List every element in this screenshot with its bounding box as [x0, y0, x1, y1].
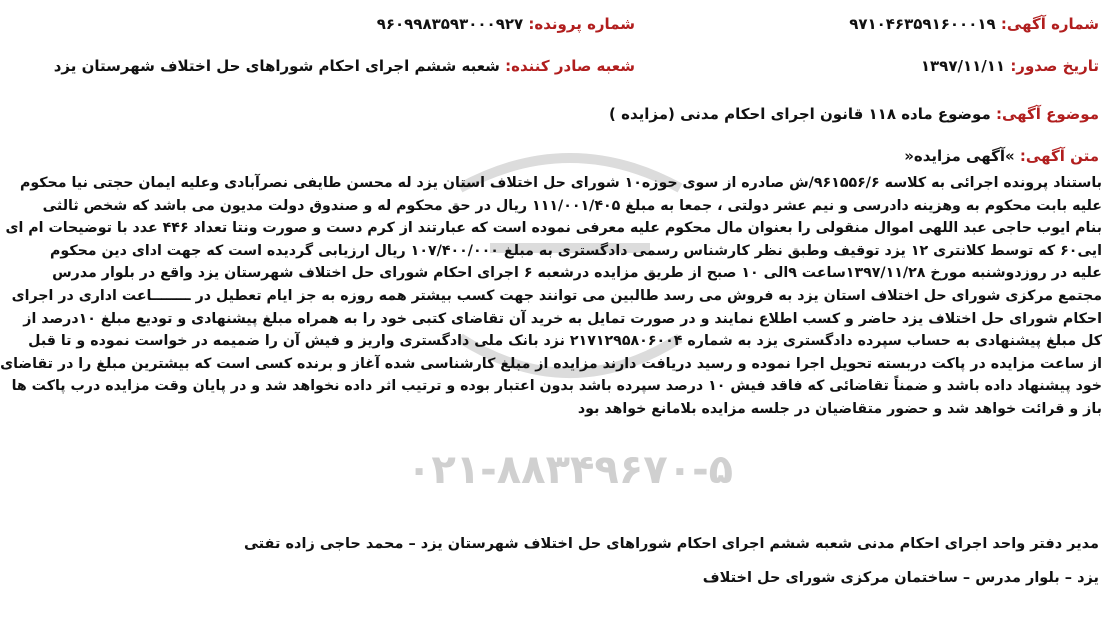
issue-date-label: تاریخ صدور: [1010, 57, 1099, 75]
issue-date-value: ۱۳۹۷/۱۱/۱۱ [920, 57, 1006, 75]
ad-text-title: »آگهی مزایده« [904, 147, 1015, 165]
body-line: علیه بابت محکوم به وهزینه دادرسی و نیم عشر دولتی ، جمعا به مبلغ ۱۱۱/۰۰۱/۴۰۵ ریال در حق محکوم له و صندوق دولت مدیون می باشد که شخص ثالثی [42, 197, 1102, 214]
body-line: بنام ایوب حاجی عبد اللهی اموال منقولی را بعنوان مال محکوم علیه معرفی نموده است که عبارتند از کرم دست و صورت ونتا تعداد ۴۴۶ عدد با توضیحات ام ای [5, 220, 1102, 237]
ad-text-heading [904, 146, 1099, 166]
body-line: علیه در روزدوشنبه مورخ ۱۳۹۷/۱۱/۲۸ساعت ۹الی ۱۰ صبح از طریق مزایده درشعبه ۶ اجرای احکام شورای حل اختلاف شهرستان یزد واقع در بلوار مدرس [52, 265, 1102, 282]
signer-line: مدیر دفتر واحد اجرای احکام مدنی شعبه ششم اجرای احکام شوراهای حل اختلاف شهرستان یزد – محمد حاجی زاده تفتی [243, 536, 1099, 552]
body-line: کل مبلغ پیشنهادی به حساب سپرده دادگستری یزد به شماره ۲۱۷۱۲۹۵۸۰۶۰۰۴ نزد بانک ملی دادگستری واریز و فیش آن را ضمیمه در خواست نموده و تا قبل [28, 333, 1102, 350]
ad-number-value: ۹۷۱۰۴۶۳۵۹۱۶۰۰۰۱۹ [849, 15, 996, 33]
issuer [54, 56, 635, 76]
body-line: باز و قرائت خواهد شد و حضور متقاضیان در جلسه مزایده بلامانع خواهد بود [577, 400, 1102, 417]
ad-number-label: شماره آگهی: [1000, 15, 1099, 33]
body-line: از ساعت مزایده در پاکت دربسته تحویل اجرا نموده و رسید دریافت دارند مزایده از مبلغ کارشناسی شده آغاز و برنده کسی است که بیشترین مبلغ را در تقاضای [0, 355, 1102, 372]
body-line: باستناد پرونده اجرائی به کلاسه ۹۶۱۵۵۶/۶/ش صادره از سوی حوزه۱۰ شورای حل اختلاف استان یزد له محسن طایفی نصرآبادی وعلیه ایمان حجتی نیا محکوم [19, 175, 1102, 191]
case-number [377, 14, 635, 34]
issue-date [921, 56, 1099, 76]
address-line: یزد – بلوار مدرس – ساختمان مرکزی شورای حل اختلاف [702, 570, 1099, 586]
body-line: مجتمع مرکزی شورای حل اختلاف استان یزد به فروش می رسد طالبین می توانند جهت کسب بیشتر همه روزه به جز ایام تعطیل در ــــــــاعت اداری در اجرای [11, 287, 1102, 304]
subject [609, 104, 1099, 124]
body-line: احکام شورای حل اختلاف یزد حاضر و کسب اطلاع نمایند و در صورت تمایل به خرید آن تقاضای کتبی خود را به همراه مبلغ پیشنهادی و تودیع مبلغ ۱۰درصد از [23, 310, 1102, 327]
body-line: خود پیشنهاد داده باشد و ضمناً تقاضائی که فاقد فیش ۱۰ درصد سپرده باشد بدون اعتبار بوده و ترتیب اثر داده نخواهد شد و در پایان وقت مزایده درب پاکت ها [11, 378, 1102, 395]
subject-value: موضوع ماده ۱۱۸ قانون اجرای احکام مدنی (مزایده ) [609, 105, 991, 123]
ad-text-label: متن آگهی: [1019, 147, 1099, 165]
case-number-value: ۹۶۰۹۹۸۳۵۹۳۰۰۰۹۲۷ [376, 15, 524, 33]
issuer-value: شعبه ششم اجرای احکام شوراهای حل اختلاف شهرستان یزد [53, 57, 500, 75]
watermark-phone: ۰۲۱-۸۸۳۴۹۶۷۰-۵ [406, 447, 734, 493]
case-number-label: شماره پرونده: [528, 15, 635, 33]
subject-label: موضوع آگهی: [995, 105, 1099, 123]
ad-number [849, 14, 1099, 34]
body-line: ایی۶۰ که توسط کلانتری ۱۲ یزد توقیف وطبق نظر کارشناس رسمی دادگستری به مبلغ ۱۰۷/۴۰۰/۰۰۰ ریال ارزیابی گردیده است که جهت ادای دین محکوم [50, 242, 1102, 259]
issuer-label: شعبه صادر کننده: [505, 57, 635, 75]
ad-body [0, 172, 1102, 421]
